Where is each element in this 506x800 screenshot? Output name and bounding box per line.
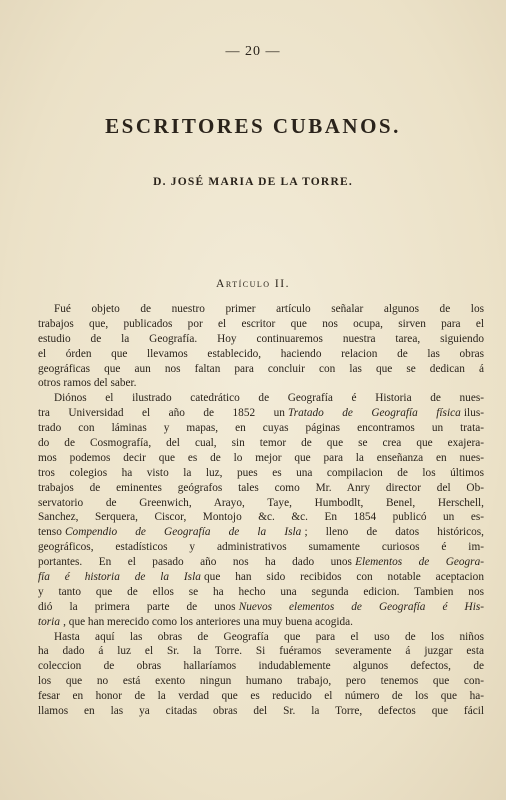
text-segment: geográficos, estadísticos y administrativos sumamente curiosos é im- (38, 541, 484, 554)
text-segment: ilus- (463, 407, 485, 420)
text-segment: geográficas que aun nos faltan para concluir con las que se dedican á (38, 362, 484, 375)
italic-title: Elementos de Geogra- (355, 556, 484, 569)
text-segment: Hasta aquí las obras de Geografía que para el uso de los niños (54, 630, 484, 643)
text-segment: portantes. En el pasado año nos ha dado unos (38, 556, 352, 569)
text-line (38, 421, 484, 436)
text-segment: ; lleno de datos históricos, (304, 526, 484, 539)
italic-title: Compendio de Geografía de la Isla (65, 526, 302, 539)
text-line (38, 525, 484, 540)
text-segment: otros ramos del saber. (38, 377, 137, 390)
text-segment: fesar en honor de la verdad que es reducido el número de los que ha- (38, 690, 484, 703)
body-text (38, 302, 484, 719)
text-segment: , que han merecido como los anteriores una muy buena acogida. (63, 615, 353, 628)
italic-title: Nuevos elementos de Geografía é His- (238, 600, 485, 613)
text-line (38, 302, 484, 317)
text-segment: tra Universidad el año de 1852 un (38, 407, 285, 420)
text-segment: tenso (38, 526, 62, 539)
text-line (38, 555, 484, 570)
text-segment: mos podemos decir que es de lo mejor que para la enseñanza en nues- (38, 451, 484, 464)
text-line (38, 466, 484, 481)
text-segment: que han sido recibidos con notable aceptacion (204, 571, 484, 584)
paragraph (38, 302, 484, 391)
author-heading: D. JOSÉ MARIA DE LA TORRE. (153, 176, 353, 188)
text-segment: y tanto que de ellos se ha hecho una segunda edicion. Tambien nos (38, 585, 484, 598)
paragraph (38, 391, 484, 629)
text-line (38, 391, 484, 406)
text-segment: servatorio de Greenwich, Arayo, Taye, Humbodlt, Benel, Herschell, (38, 496, 484, 509)
text-line (38, 585, 484, 600)
text-segment: Fué objeto de nuestro primer artículo señalar algunos de los (54, 303, 484, 315)
text-segment: do de Cosmografía, del cual, sin temor de que se crea que exajera- (38, 437, 484, 450)
text-line (38, 451, 484, 466)
italic-title: toria (38, 615, 60, 628)
text-segment: trabajos de eminentes geógrafos tales como Mr. Anry director del Ob- (38, 481, 484, 494)
text-segment: Sanchez, Serquera, Ciscor, Montojo &c. &c. En 1854 publicó un es- (38, 511, 484, 524)
text-segment: el órden que llevamos establecido, haciendo relacion de las obras (38, 347, 484, 360)
text-line (38, 332, 484, 347)
italic-title: Tratado de Geografía física (288, 407, 461, 420)
text-line (38, 362, 484, 377)
text-segment: dió la primera parte de unos (38, 600, 236, 613)
text-line (38, 674, 484, 689)
text-segment: trado con láminas y mapas, en cuyas páginas encontramos un trata- (38, 422, 484, 435)
text-line (38, 317, 484, 332)
text-segment: ha dado á luz el Sr. la Torre. Si fuéramos severamente á juzgar esta (38, 645, 484, 658)
text-segment: Diónos el ilustrado catedrático de Geografía é Historia de nues- (54, 392, 484, 405)
text-line (38, 376, 484, 391)
text-line (38, 540, 484, 555)
section-title: ESCRITORES CUBANOS. (105, 114, 401, 138)
text-segment: los que no está exento ningun humano trabajo, pero tenemos que con- (38, 675, 484, 688)
article-heading: Artículo II. (216, 278, 290, 290)
text-line (38, 600, 484, 615)
text-line (38, 630, 484, 645)
italic-title: fía é historia de la Isla (38, 571, 201, 584)
paragraph (38, 630, 484, 719)
text-line (38, 704, 484, 719)
text-line (38, 496, 484, 511)
text-line (38, 659, 484, 674)
text-segment: llamos en las ya citadas obras del Sr. la Torre, defectos que fácil (38, 705, 484, 718)
text-line (38, 481, 484, 496)
text-line (38, 406, 484, 421)
text-segment: tros colegios ha visto la luz, pues es una compilacion de los últimos (38, 466, 484, 479)
text-line (38, 510, 484, 525)
text-segment: coleccion de obras hallaríamos indudablemente algunos defectos, de (38, 660, 484, 673)
text-segment: estudio de la Geografía. Hoy continuaremos nuestra tarea, siguiendo (38, 332, 484, 345)
text-line (38, 689, 484, 704)
text-line (38, 644, 484, 659)
page-number: — 20 — (225, 44, 281, 59)
text-line (38, 347, 484, 362)
text-line (38, 436, 484, 451)
text-segment: trabajos que, publicados por el escritor que nos ocupa, sirven para el (38, 317, 484, 330)
text-line (38, 570, 484, 585)
text-line (38, 615, 484, 630)
